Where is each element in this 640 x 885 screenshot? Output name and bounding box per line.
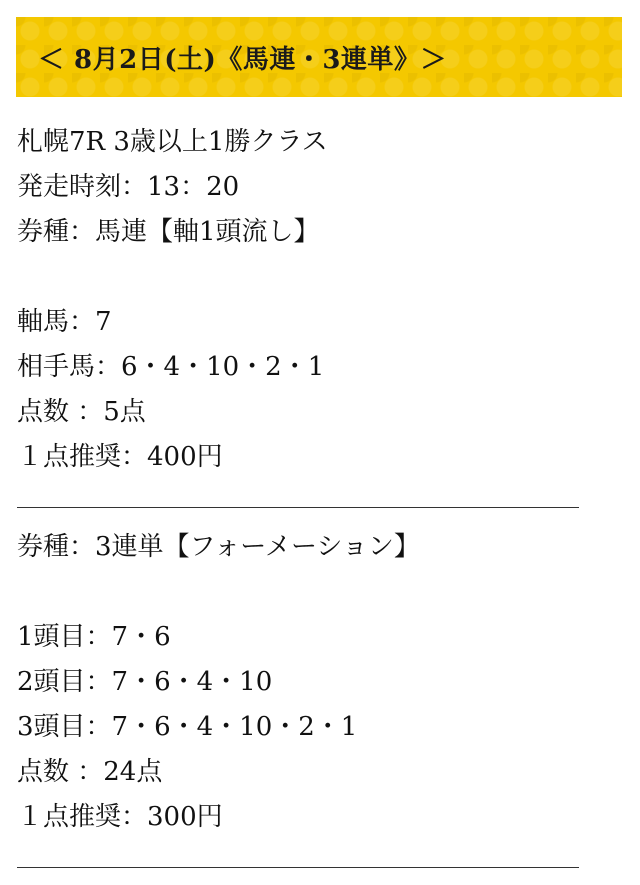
start-time: 発走時刻：13：20 bbox=[17, 172, 240, 202]
umaren-axis-horse: 軸馬：7 bbox=[17, 307, 112, 337]
sanrentan-first: 1頭目：7・6 bbox=[17, 622, 171, 652]
umaren-partner-horses: 相手馬：6・4・10・2・1 bbox=[17, 352, 325, 382]
prediction-content bbox=[17, 120, 617, 885]
sanrentan-bet: １点推奨：300円 bbox=[17, 802, 223, 832]
sanrentan-points: 点数 ：24点 bbox=[17, 757, 163, 787]
sanrentan-third: 3頭目：7・6・4・10・2・1 bbox=[17, 712, 358, 742]
race-name: 札幌7R 3歳以上1勝クラス bbox=[17, 127, 328, 157]
umaren-ticket-type: 券種：馬連【軸1頭流し】 bbox=[17, 217, 320, 247]
section-divider bbox=[17, 840, 617, 885]
spacer bbox=[17, 570, 617, 615]
header-banner bbox=[16, 17, 622, 97]
umaren-points: 点数 ：5点 bbox=[17, 397, 146, 427]
section-divider bbox=[17, 480, 617, 525]
banner-title: ＜ 8月2日(土)《馬連・3連単》＞ bbox=[38, 44, 447, 75]
umaren-bet: １点推奨：400円 bbox=[17, 442, 223, 472]
spacer bbox=[17, 255, 617, 300]
sanrentan-second: 2頭目：7・6・4・10 bbox=[17, 667, 273, 697]
sanrentan-ticket-type: 券種：3連単【フォーメーション】 bbox=[17, 532, 420, 562]
